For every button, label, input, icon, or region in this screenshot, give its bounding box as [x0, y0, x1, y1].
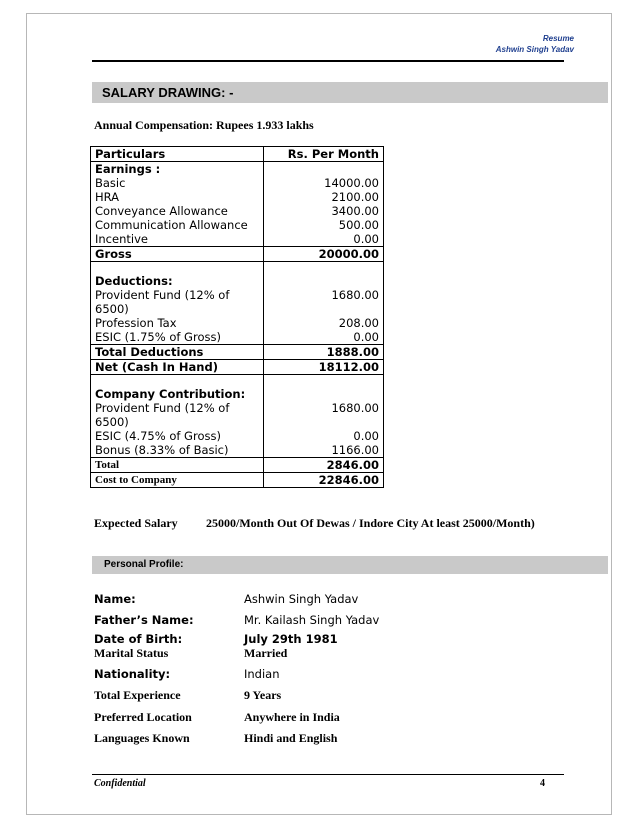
- profile-key: Date of Birth:: [94, 632, 183, 646]
- profile-value: Ashwin Singh Yadav: [244, 592, 359, 606]
- table-row: [91, 443, 384, 458]
- row-label: Provident Fund (12% of 6500): [91, 288, 264, 316]
- table-row: [91, 162, 384, 177]
- ctc-label: Cost to Company: [91, 473, 264, 488]
- row-label: Communication Allowance: [91, 218, 264, 232]
- table-row: [91, 190, 384, 204]
- row-value: 14000.00: [264, 176, 384, 190]
- profile-key: Preferred Location: [94, 710, 192, 724]
- table-header-row: [91, 147, 384, 162]
- total-value: 2846.00: [264, 458, 384, 473]
- row-value: 2100.00: [264, 190, 384, 204]
- row-label: Profession Tax: [91, 316, 264, 330]
- row-label: Bonus (8.33% of Basic): [91, 443, 264, 458]
- row-value: 208.00: [264, 316, 384, 330]
- net-row: [91, 360, 384, 375]
- profile-section-heading: Personal Profile:: [92, 556, 608, 574]
- row-label: HRA: [91, 190, 264, 204]
- profile-key: Total Experience: [94, 688, 181, 702]
- table-row: [91, 387, 384, 401]
- gross-row: [91, 247, 384, 262]
- row-value: 0.00: [264, 232, 384, 247]
- profile-key: Name:: [94, 592, 136, 606]
- expected-salary-label: Expected Salary: [94, 516, 178, 530]
- row-value: 1680.00: [264, 401, 384, 429]
- row-value: 3400.00: [264, 204, 384, 218]
- row-value: 0.00: [264, 429, 384, 443]
- col-rs-per-month: Rs. Per Month: [264, 147, 384, 162]
- profile-value: Married: [244, 646, 288, 660]
- ctc-row: [91, 473, 384, 488]
- table-row: [91, 429, 384, 443]
- total-deductions-value: 1888.00: [264, 345, 384, 360]
- row-value: 1680.00: [264, 288, 384, 316]
- total-label: Total: [91, 458, 264, 473]
- row-label: Conveyance Allowance: [91, 204, 264, 218]
- salary-table: [90, 146, 384, 488]
- table-row: [91, 401, 384, 429]
- table-row: [91, 316, 384, 330]
- profile-value: Anywhere in India: [244, 710, 340, 724]
- profile-value: Mr. Kailash Singh Yadav: [244, 613, 380, 627]
- expected-salary-value: 25000/Month Out Of Dewas / Indore City At least 25000/Month): [206, 516, 535, 530]
- deductions-heading: Deductions:: [91, 274, 264, 288]
- profile-key: Languages Known: [94, 731, 190, 745]
- gross-label: Gross: [91, 247, 264, 262]
- footer-label: Confidential: [94, 778, 146, 789]
- profile-value: Indian: [244, 667, 280, 681]
- profile-value: Hindi and English: [244, 731, 338, 745]
- page-number: 4: [540, 778, 545, 789]
- annual-compensation: Annual Compensation: Rupees 1.933 lakhs: [94, 118, 314, 132]
- table-row: [91, 288, 384, 316]
- row-label: Provident Fund (12% of 6500): [91, 401, 264, 429]
- row-value: 500.00: [264, 218, 384, 232]
- gross-value: 20000.00: [264, 247, 384, 262]
- net-value: 18112.00: [264, 360, 384, 375]
- company-heading: Company Contribution:: [91, 387, 264, 401]
- header-rule: [92, 60, 564, 62]
- net-label: Net (Cash In Hand): [91, 360, 264, 375]
- expected-salary: [94, 516, 535, 531]
- earnings-heading: Earnings :: [91, 162, 264, 177]
- table-row: [91, 330, 384, 345]
- profile-key: Marital Status: [94, 646, 169, 660]
- table-row: [91, 204, 384, 218]
- salary-section-heading: SALARY DRAWING: -: [92, 82, 608, 103]
- profile-value: July 29th 1981: [244, 632, 338, 646]
- header-name: Ashwin Singh Yadav: [495, 45, 574, 54]
- footer-rule: [92, 774, 564, 775]
- profile-value: 9 Years: [244, 688, 282, 702]
- table-row: [91, 176, 384, 190]
- col-particulars: Particulars: [91, 147, 264, 162]
- total-deductions-label: Total Deductions: [91, 345, 264, 360]
- ctc-value: 22846.00: [264, 473, 384, 488]
- profile-key: Nationality:: [94, 667, 171, 681]
- row-label: ESIC (1.75% of Gross): [91, 330, 264, 345]
- row-value: 1166.00: [264, 443, 384, 458]
- table-row: [91, 274, 384, 288]
- total-deductions-row: [91, 345, 384, 360]
- row-label: Incentive: [91, 232, 264, 247]
- table-row: [91, 218, 384, 232]
- table-row: [91, 232, 384, 247]
- profile-key: Father’s Name:: [94, 613, 194, 627]
- row-value: 0.00: [264, 330, 384, 345]
- row-label: ESIC (4.75% of Gross): [91, 429, 264, 443]
- header-title: Resume: [542, 34, 574, 43]
- total-row: [91, 458, 384, 473]
- row-label: Basic: [91, 176, 264, 190]
